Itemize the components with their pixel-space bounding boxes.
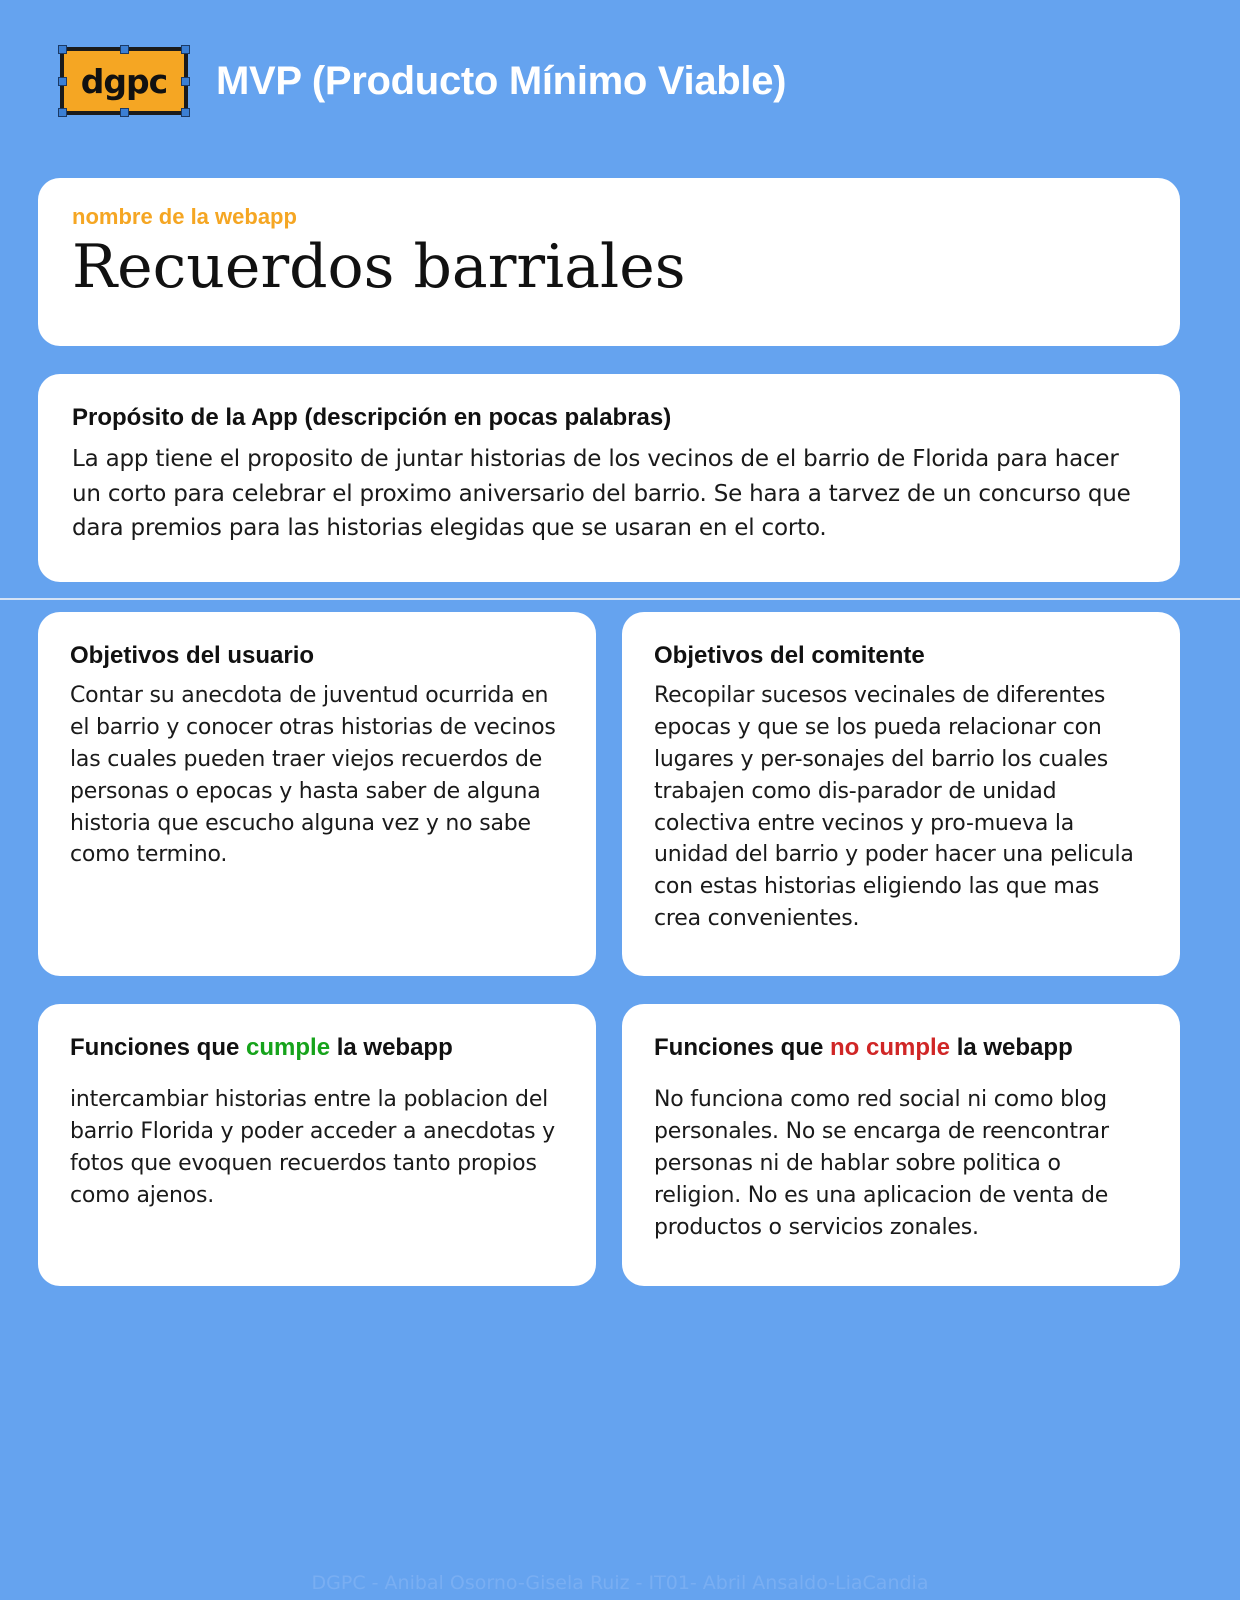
- purpose-card: [38, 374, 1180, 582]
- selection-handle-icon: [120, 108, 129, 117]
- functions-not-fulfilled-card: [622, 1004, 1180, 1286]
- logo-text: dgpc: [80, 61, 168, 101]
- functions-not-fulfilled-body: No funciona como red social ni como blog personales. No se encarga de reencontrar personas ni de hablar sobre politica o religion. No es una aplicacion de venta de productos o servicios zonales.: [654, 1087, 1109, 1240]
- page-header: [0, 0, 1240, 110]
- selection-handle-icon: [181, 77, 190, 86]
- functions-fulfilled-card: [38, 1004, 596, 1286]
- client-goals-body: Recopilar sucesos vecinales de diferentes epocas y que se los pueda relacionar con lugares y per-sonajes del barrio los cuales trabajen como dis-parador de unidad colectiva entre vecinos y pro-mueva la unidad del barrio y poder hacer una pelicula con estas historias eligiendo las que mas crea convenientes.: [654, 683, 1134, 932]
- selection-handle-icon: [181, 45, 190, 54]
- functions-fulfilled-title-prefix: Funciones que: [70, 1034, 247, 1061]
- app-name-card: [38, 178, 1180, 346]
- user-goals-card: [38, 612, 596, 976]
- functions-fulfilled-title: [70, 1034, 564, 1062]
- selection-handle-icon: [58, 77, 67, 86]
- page-title: MVP (Producto Mínimo Viable): [216, 58, 787, 103]
- functions-fulfilled-title-suffix: la webapp: [330, 1034, 453, 1061]
- user-goals-title: Objetivos del usuario: [70, 642, 315, 669]
- purpose-card-body: La app tiene el proposito de juntar historias de los vecinos de el barrio de Florida para hacer un corto para celebrar el proximo aniversario del barrio. Se hara a tarvez de un concurso que dara premios para las historias elegidas que se usaran en el corto.: [72, 446, 1131, 541]
- selection-handle-icon: [58, 45, 67, 54]
- selection-handle-icon: [58, 108, 67, 117]
- functions-not-fulfilled-title: [654, 1034, 1148, 1062]
- dgpc-logo: [60, 47, 188, 115]
- user-goals-body: Contar su anecdota de juventud ocurrida en el barrio y conocer otras historias de vecinos las cuales pueden traer viejos recuerdos de personas o epocas y hasta saber de alguna historia que escucho alguna vez y no sabe como termino.: [70, 683, 556, 868]
- functions-not-fulfilled-title-suffix: la webapp: [950, 1034, 1073, 1061]
- purpose-card-title: Propósito de la App (descripción en pocas palabras): [72, 404, 672, 431]
- selection-handle-icon: [181, 108, 190, 117]
- client-goals-title: Objetivos del comitente: [654, 642, 925, 669]
- app-name-value: Recuerdos barriales: [72, 232, 686, 302]
- selection-handle-icon: [120, 45, 129, 54]
- functions-not-fulfilled-title-highlight: no cumple: [830, 1034, 951, 1061]
- client-goals-card: [622, 612, 1180, 976]
- section-divider: [0, 598, 1240, 600]
- page-footer: DGPC - Anibal Osorno-Gisela Ruiz - IT01- Abril Ansaldo-LiaCandia: [311, 1572, 929, 1594]
- functions-fulfilled-title-highlight: cumple: [246, 1034, 331, 1061]
- app-name-kicker: nombre de la webapp: [72, 204, 297, 229]
- functions-fulfilled-body: intercambiar historias entre la poblacion del barrio Florida y poder acceder a anecdotas y fotos que evoquen recuerdos tanto propios como ajenos.: [70, 1087, 555, 1208]
- functions-not-fulfilled-title-prefix: Funciones que: [654, 1034, 831, 1061]
